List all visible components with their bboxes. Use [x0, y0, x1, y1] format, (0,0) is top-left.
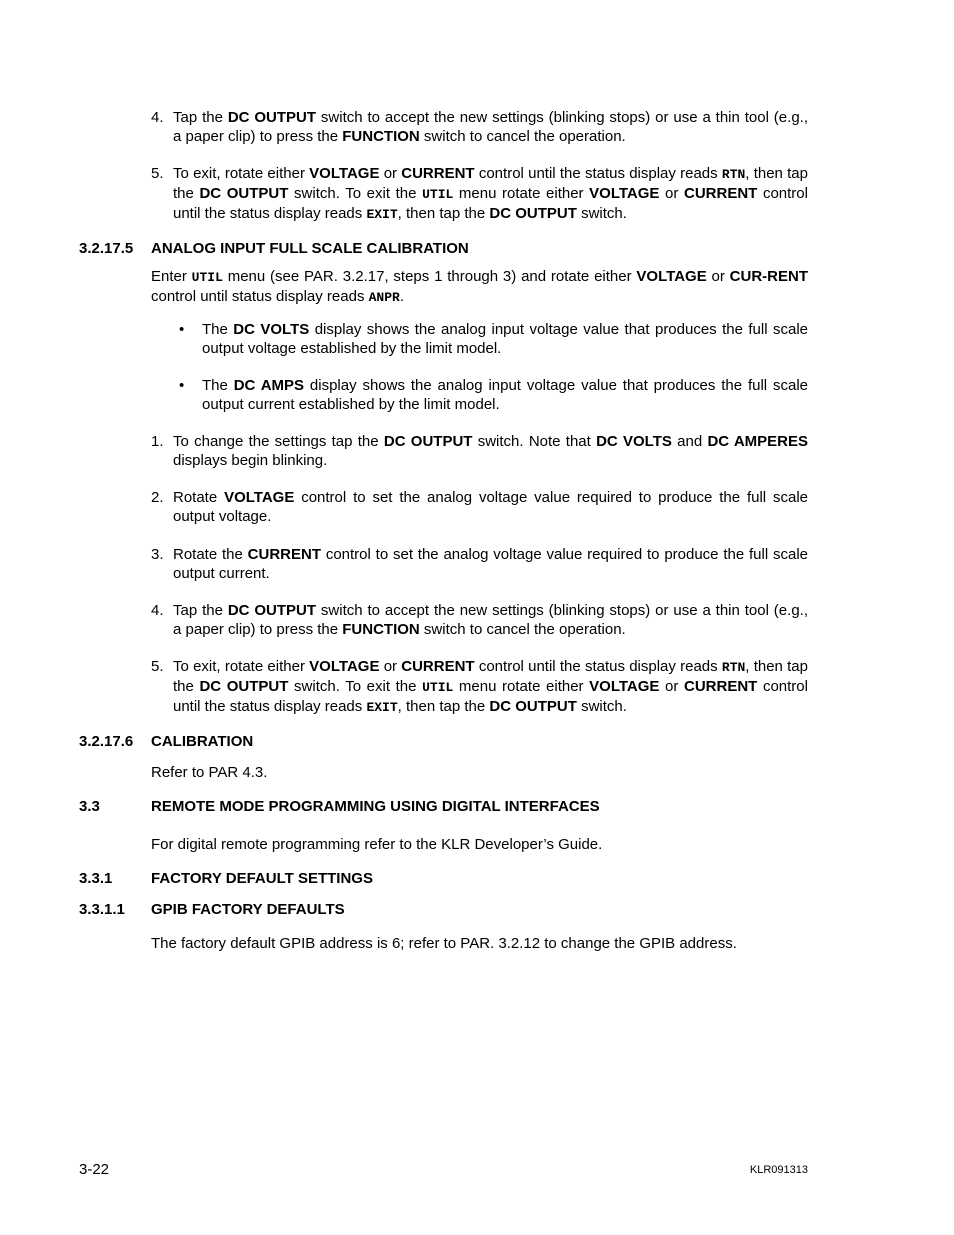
step-4 — [151, 601, 808, 639]
display-code: EXIT — [366, 207, 398, 222]
bullet-icon: • — [179, 377, 185, 394]
step-4-top — [151, 108, 808, 146]
section-title: GPIB FACTORY DEFAULTS — [151, 901, 345, 918]
step-number: 4. — [151, 109, 164, 126]
bullet-item — [151, 376, 808, 414]
step-number: 1. — [151, 433, 164, 450]
bold-term: FUNCTION — [342, 128, 420, 145]
section-number: 3.3.1.1 — [79, 901, 125, 918]
step-number: 5. — [151, 165, 164, 182]
section-number: 3.2.17.5 — [79, 240, 134, 257]
display-code: RTN — [721, 660, 746, 675]
step-text: Rotate VOLTAGE control to set the analog voltage value required to produce the full scale output voltage. — [173, 489, 808, 525]
step-text: To exit, rotate either VOLTAGE or CURRENT control until the status display reads RTN, then tap the DC OUTPUT switch. To exit the UTIL menu rotate either VOLTAGE or CURRENT control until the status display reads EXIT, then tap the DC OUTPUT switch. — [173, 658, 808, 715]
step-2 — [151, 488, 808, 526]
bold-term: CURRENT — [401, 165, 475, 182]
step-5 — [151, 657, 808, 717]
bold-term: FUNCTION — [342, 621, 420, 638]
bold-term: DC OUTPUT — [227, 109, 317, 126]
section-number: 3.2.17.6 — [79, 733, 134, 750]
document-id: KLR091313 — [749, 1164, 808, 1176]
step-text: To change the settings tap the DC OUTPUT switch. Note that DC VOLTS and DC AMPERES displays begin blinking. — [173, 433, 809, 469]
bold-term: DC OUTPUT — [383, 433, 473, 450]
page-number: 3-22 — [79, 1161, 110, 1178]
display-code: UTIL — [422, 187, 454, 202]
bold-term: VOLTAGE — [309, 165, 380, 182]
section-text: Refer to PAR 4.3. — [151, 764, 268, 781]
bullet-icon: • — [179, 321, 185, 338]
bold-term: VOLTAGE — [589, 678, 660, 695]
section-number: 3.3 — [79, 798, 100, 815]
bold-term: DC OUTPUT — [227, 602, 317, 619]
bold-term: DC AMPERES — [707, 433, 809, 450]
step-number: 5. — [151, 658, 164, 675]
step-text: Rotate the CURRENT control to set the analog voltage value required to produce the full scale output current. — [173, 546, 808, 582]
section-title: FACTORY DEFAULT SETTINGS — [151, 870, 373, 887]
section-title: CALIBRATION — [151, 733, 254, 750]
section-title: ANALOG INPUT FULL SCALE CALIBRATION — [151, 240, 469, 257]
section-text: The factory default GPIB address is 6; refer to PAR. 3.2.12 to change the GPIB address. — [151, 935, 737, 952]
step-number: 3. — [151, 546, 164, 563]
bullet-text: The DC VOLTS display shows the analog input voltage value that produces the full scale output voltage established by the limit model. — [202, 321, 808, 357]
bold-term: DC AMPS — [233, 377, 305, 394]
bold-term: DC VOLTS — [596, 433, 672, 450]
bold-term: DC OUTPUT — [489, 698, 577, 715]
step-5-top — [151, 164, 808, 224]
step-text: Tap the DC OUTPUT switch to accept the new settings (blinking stops) or use a thin tool (e.g., a paper clip) to press the FUNCTION switch to cancel the operation. — [173, 602, 808, 638]
display-code: UTIL — [191, 270, 223, 285]
bold-term: DC VOLTS — [233, 321, 310, 338]
bold-term: VOLTAGE — [309, 658, 380, 675]
bold-term: CURRENT — [247, 546, 322, 563]
bullet-text: The DC AMPS display shows the analog input voltage value that produces the full scale output current established by the limit model. — [202, 377, 809, 413]
bold-term: CURRENT — [684, 185, 758, 202]
step-3 — [151, 545, 808, 583]
section-intro: Enter UTIL menu (see PAR. 3.2.17, steps 1 through 3) and rotate either VOLTAGE or CUR-RENT control until status display reads ANPR. — [151, 268, 808, 305]
bold-term: VOLTAGE — [224, 489, 295, 506]
bold-term: DC OUTPUT — [199, 185, 289, 202]
display-code: RTN — [721, 167, 746, 182]
bold-term: CURRENT — [401, 658, 475, 675]
step-1 — [151, 432, 808, 470]
bullet-item — [151, 320, 808, 358]
display-code: EXIT — [366, 700, 398, 715]
bold-term: CUR-RENT — [729, 268, 808, 285]
bold-term: VOLTAGE — [589, 185, 660, 202]
step-number: 4. — [151, 602, 164, 619]
bold-term: CURRENT — [684, 678, 758, 695]
bold-term: DC OUTPUT — [199, 678, 289, 695]
section-number: 3.3.1 — [79, 870, 113, 887]
bold-term: VOLTAGE — [636, 268, 707, 285]
section-text: For digital remote programming refer to the KLR Developer’s Guide. — [151, 836, 603, 853]
step-text: To exit, rotate either VOLTAGE or CURRENT control until the status display reads RTN, then tap the DC OUTPUT switch. To exit the UTIL menu rotate either VOLTAGE or CURRENT control until the status display reads EXIT, then tap the DC OUTPUT switch. — [173, 165, 808, 222]
bold-term: DC OUTPUT — [489, 205, 577, 222]
step-number: 2. — [151, 489, 164, 506]
step-text: Tap the DC OUTPUT switch to accept the new settings (blinking stops) or use a thin tool (e.g., a paper clip) to press the FUNCTION switch to cancel the operation. — [173, 109, 808, 145]
section-title: REMOTE MODE PROGRAMMING USING DIGITAL INTERFACES — [151, 798, 600, 815]
display-code: UTIL — [422, 680, 454, 695]
display-code: ANPR — [368, 290, 400, 305]
